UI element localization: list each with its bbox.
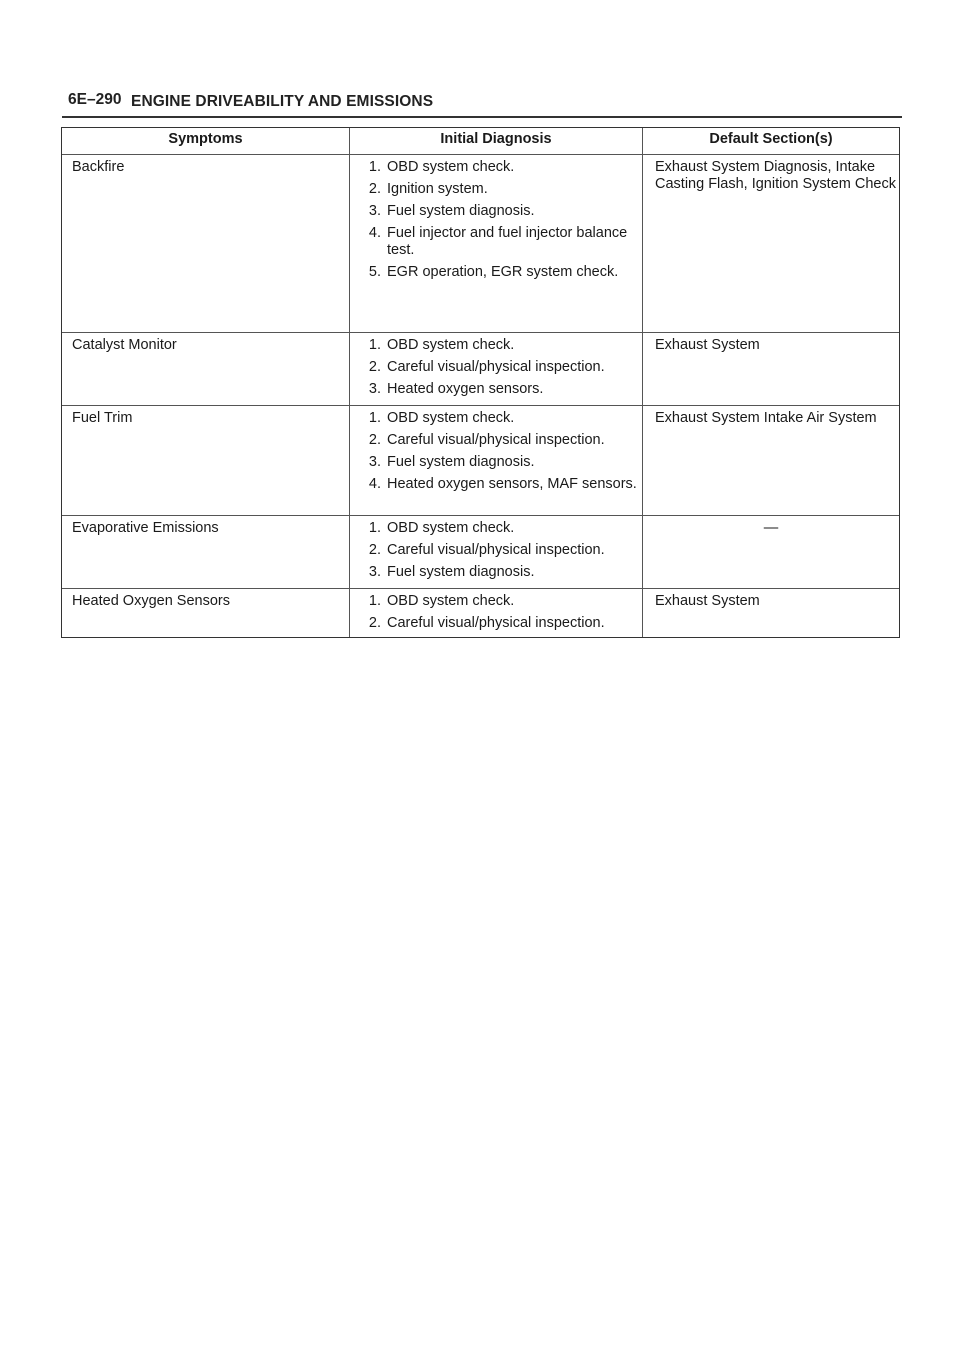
step-number: 2. bbox=[368, 432, 381, 448]
step-number: 1. bbox=[368, 593, 381, 609]
step-number: 3. bbox=[368, 454, 381, 470]
step-text: Fuel system diagnosis. bbox=[387, 454, 535, 470]
diagnosis-step bbox=[354, 381, 642, 398]
step-text: Careful visual/physical inspection. bbox=[387, 359, 605, 375]
diagnosis-step bbox=[354, 264, 642, 281]
step-number: 4. bbox=[368, 225, 381, 241]
diagnosis-step bbox=[354, 225, 642, 259]
diagnosis-step bbox=[354, 615, 642, 632]
step-text: Fuel system diagnosis. bbox=[387, 203, 535, 219]
table-row bbox=[62, 588, 899, 637]
diagnosis-step bbox=[354, 181, 642, 198]
page-number: 6E–290 bbox=[68, 91, 122, 108]
diagnosis-step bbox=[354, 454, 642, 471]
page-header bbox=[0, 0, 960, 120]
default-section-cell: Exhaust System Intake Air System bbox=[655, 410, 877, 426]
step-text: Careful visual/physical inspection. bbox=[387, 542, 605, 558]
diagnosis-step bbox=[354, 520, 642, 537]
diagnosis-step bbox=[354, 432, 642, 449]
initial-diagnosis-cell bbox=[350, 333, 643, 405]
step-text: OBD system check. bbox=[387, 159, 515, 175]
step-text: Careful visual/physical inspection. bbox=[387, 615, 605, 631]
step-number: 1. bbox=[368, 520, 381, 536]
diagnosis-step bbox=[354, 359, 642, 376]
table-row bbox=[62, 154, 899, 332]
step-number: 5. bbox=[368, 264, 381, 280]
step-text: Heated oxygen sensors. bbox=[387, 381, 544, 397]
step-number: 4. bbox=[368, 476, 381, 492]
step-text: OBD system check. bbox=[387, 337, 515, 353]
table-row bbox=[62, 515, 899, 588]
symptom-cell: Catalyst Monitor bbox=[62, 333, 350, 405]
diagnosis-step bbox=[354, 203, 642, 220]
step-number: 3. bbox=[368, 203, 381, 219]
default-section-cell: Exhaust System bbox=[655, 593, 760, 609]
header-divider bbox=[62, 116, 902, 118]
step-number: 1. bbox=[368, 159, 381, 175]
column-header-initial-diagnosis: Initial Diagnosis bbox=[350, 128, 643, 154]
step-text: Fuel injector and fuel injector balance test. bbox=[387, 225, 628, 258]
default-section-cell: — bbox=[763, 520, 779, 536]
step-number: 2. bbox=[368, 542, 381, 558]
step-text: OBD system check. bbox=[387, 520, 515, 536]
diagnosis-step bbox=[354, 159, 642, 176]
step-number: 3. bbox=[368, 381, 381, 397]
step-text: OBD system check. bbox=[387, 410, 515, 426]
step-text: Fuel system diagnosis. bbox=[387, 564, 535, 580]
step-number: 3. bbox=[368, 564, 381, 580]
page-title: ENGINE DRIVEABILITY AND EMISSIONS bbox=[131, 93, 434, 110]
initial-diagnosis-cell bbox=[350, 589, 643, 637]
step-number: 1. bbox=[368, 337, 381, 353]
table-row bbox=[62, 332, 899, 405]
diagnosis-step bbox=[354, 593, 642, 610]
table-row bbox=[62, 405, 899, 515]
step-number: 1. bbox=[368, 410, 381, 426]
column-header-symptoms: Symptoms bbox=[62, 128, 350, 154]
step-number: 2. bbox=[368, 359, 381, 375]
step-text: EGR operation, EGR system check. bbox=[387, 264, 619, 280]
default-section-cell: Exhaust System bbox=[655, 337, 760, 353]
diagnosis-step bbox=[354, 337, 642, 354]
step-text: OBD system check. bbox=[387, 593, 515, 609]
step-number: 2. bbox=[368, 181, 381, 197]
initial-diagnosis-cell bbox=[350, 406, 643, 515]
step-text: Heated oxygen sensors, MAF sensors. bbox=[387, 476, 637, 492]
initial-diagnosis-cell bbox=[350, 155, 643, 332]
step-number: 2. bbox=[368, 615, 381, 631]
diagnosis-step bbox=[354, 410, 642, 427]
diagnosis-step bbox=[354, 476, 642, 493]
symptom-cell: Backfire bbox=[62, 155, 350, 332]
diagnosis-step bbox=[354, 564, 642, 581]
diagnosis-step bbox=[354, 542, 642, 559]
step-text: Careful visual/physical inspection. bbox=[387, 432, 605, 448]
symptom-cell: Evaporative Emissions bbox=[62, 516, 350, 588]
column-header-default-sections: Default Section(s) bbox=[709, 131, 833, 147]
default-section-cell: Exhaust System Diagnosis, Intake Casting Flash, Ignition System Check bbox=[655, 159, 896, 192]
step-text: Ignition system. bbox=[387, 181, 488, 197]
initial-diagnosis-cell bbox=[350, 516, 643, 588]
table-header-row bbox=[62, 128, 899, 154]
diagnosis-table bbox=[61, 127, 900, 638]
symptom-cell: Fuel Trim bbox=[62, 406, 350, 515]
symptom-cell: Heated Oxygen Sensors bbox=[62, 589, 350, 637]
